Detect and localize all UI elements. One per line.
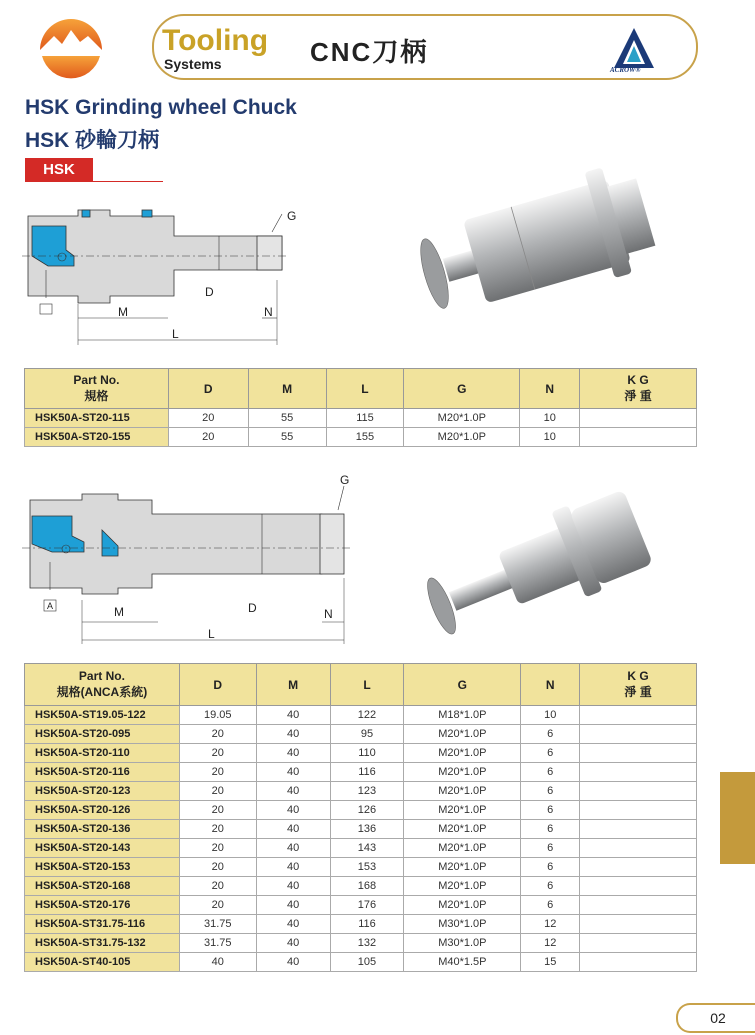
header-l: L (326, 369, 404, 409)
header-g: G (404, 369, 520, 409)
title-english: HSK Grinding wheel Chuck (25, 96, 297, 119)
cell-g: M30*1.0P (404, 915, 521, 934)
cell-d: 20 (179, 782, 256, 801)
brand-main: Tooling (162, 24, 269, 57)
cell-part: HSK50A-ST20-095 (25, 725, 180, 744)
header-part-no: Part No. 規格 (25, 369, 169, 409)
cell-g: M20*1.0P (404, 839, 521, 858)
cell-part: HSK50A-ST31.75-132 (25, 934, 180, 953)
cell-n: 6 (521, 896, 580, 915)
table-row (25, 409, 697, 428)
header-part-no-2: Part No. 規格(ANCA系統) (25, 664, 180, 706)
cell-l: 116 (330, 915, 404, 934)
cell-l: 116 (330, 763, 404, 782)
cell-part: HSK50A-ST40-105 (25, 953, 180, 972)
mountain-logo-icon (36, 12, 106, 82)
cell-n: 10 (520, 428, 580, 447)
cell-d: 19.05 (179, 706, 256, 725)
cell-n: 6 (521, 877, 580, 896)
label-d: D (205, 285, 214, 299)
cell-g: M20*1.0P (404, 428, 520, 447)
cell-l: 105 (330, 953, 404, 972)
cell-kg (580, 725, 697, 744)
table-row (25, 858, 697, 877)
header-g-2: G (404, 664, 521, 706)
cell-d: 20 (168, 428, 248, 447)
cell-l: 153 (330, 858, 404, 877)
cell-d: 20 (168, 409, 248, 428)
cell-l: 123 (330, 782, 404, 801)
cell-part: HSK50A-ST20-155 (25, 428, 169, 447)
cell-m: 40 (256, 877, 330, 896)
cell-kg (580, 896, 697, 915)
cell-part: HSK50A-ST20-176 (25, 896, 180, 915)
cell-part: HSK50A-ST20-143 (25, 839, 180, 858)
cell-n: 6 (521, 782, 580, 801)
cell-part: HSK50A-ST20-110 (25, 744, 180, 763)
cell-n: 6 (521, 725, 580, 744)
table-row (25, 428, 697, 447)
cell-g: M20*1.0P (404, 858, 521, 877)
brand-sub: Systems (164, 56, 222, 72)
label-g2: G (340, 473, 350, 487)
cell-d: 20 (179, 858, 256, 877)
label-a: A (47, 601, 54, 611)
label-l2: L (208, 627, 215, 641)
cell-kg (580, 706, 697, 725)
label-l: L (172, 327, 179, 341)
cell-m: 55 (248, 409, 326, 428)
product-photo-1 (400, 145, 675, 325)
cell-d: 20 (179, 877, 256, 896)
header-kg-2: K G 淨 重 (580, 664, 697, 706)
cell-l: 122 (330, 706, 404, 725)
cell-l: 126 (330, 801, 404, 820)
cell-n: 12 (521, 934, 580, 953)
cell-part: HSK50A-ST20-123 (25, 782, 180, 801)
header-d-2: D (179, 664, 256, 706)
table-row (25, 763, 697, 782)
table-row (25, 839, 697, 858)
cell-g: M20*1.0P (404, 409, 520, 428)
page-number: 02 (676, 1003, 755, 1033)
header-l-2: L (330, 664, 404, 706)
table-row (25, 896, 697, 915)
label-m: M (118, 305, 128, 319)
cell-l: 143 (330, 839, 404, 858)
table-row (25, 953, 697, 972)
cell-d: 20 (179, 725, 256, 744)
side-tab (720, 772, 755, 864)
hsk-badge: HSK (25, 158, 93, 182)
section-title: CNC刀柄 (310, 37, 429, 67)
table-row (25, 706, 697, 725)
cell-kg (580, 934, 697, 953)
table-row (25, 934, 697, 953)
cell-m: 40 (256, 820, 330, 839)
cell-kg (580, 953, 697, 972)
cell-m: 40 (256, 744, 330, 763)
header-d: D (168, 369, 248, 409)
cell-kg (580, 428, 697, 447)
acrow-logo-text: ACROW® (610, 66, 641, 74)
cell-d: 31.75 (179, 934, 256, 953)
label-n: N (264, 305, 273, 319)
cell-l: 95 (330, 725, 404, 744)
cell-l: 168 (330, 877, 404, 896)
cell-g: M30*1.0P (404, 934, 521, 953)
header-kg: K G 淨 重 (580, 369, 697, 409)
cell-d: 20 (179, 820, 256, 839)
product-photo-2 (405, 470, 665, 650)
technical-drawing-2 (22, 472, 362, 647)
cell-kg (580, 782, 697, 801)
cell-n: 6 (521, 801, 580, 820)
cell-d: 20 (179, 763, 256, 782)
spec-table-2 (24, 663, 697, 972)
cell-part: HSK50A-ST31.75-116 (25, 915, 180, 934)
header-n: N (520, 369, 580, 409)
cell-g: M20*1.0P (404, 782, 521, 801)
cell-n: 10 (520, 409, 580, 428)
cell-part: HSK50A-ST19.05-122 (25, 706, 180, 725)
cell-d: 20 (179, 839, 256, 858)
cell-l: 136 (330, 820, 404, 839)
cell-kg (580, 858, 697, 877)
cell-m: 40 (256, 782, 330, 801)
cell-kg (580, 763, 697, 782)
cell-m: 40 (256, 915, 330, 934)
label-m2: M (114, 605, 124, 619)
cell-part: HSK50A-ST20-168 (25, 877, 180, 896)
cell-part: HSK50A-ST20-136 (25, 820, 180, 839)
label-d2: D (248, 601, 257, 615)
cell-kg (580, 915, 697, 934)
cell-part: HSK50A-ST20-116 (25, 763, 180, 782)
cell-m: 40 (256, 953, 330, 972)
cell-d: 31.75 (179, 915, 256, 934)
cell-g: M20*1.0P (404, 801, 521, 820)
title-chinese: HSK 砂輪刀柄 (25, 129, 160, 152)
cell-g: M20*1.0P (404, 763, 521, 782)
cell-g: M20*1.0P (404, 744, 521, 763)
cell-d: 20 (179, 744, 256, 763)
cell-part: HSK50A-ST20-126 (25, 801, 180, 820)
cell-part: HSK50A-ST20-153 (25, 858, 180, 877)
cell-m: 40 (256, 801, 330, 820)
cell-m: 55 (248, 428, 326, 447)
cell-l: 132 (330, 934, 404, 953)
cell-n: 6 (521, 820, 580, 839)
cell-g: M20*1.0P (404, 896, 521, 915)
cell-l: 115 (326, 409, 404, 428)
cell-d: 20 (179, 801, 256, 820)
cell-n: 15 (521, 953, 580, 972)
cell-l: 176 (330, 896, 404, 915)
badge-underline (93, 181, 163, 182)
label-n2: N (324, 607, 333, 621)
header-m: M (248, 369, 326, 409)
table-row (25, 782, 697, 801)
cell-kg (580, 744, 697, 763)
cell-m: 40 (256, 706, 330, 725)
cell-g: M18*1.0P (404, 706, 521, 725)
cell-m: 40 (256, 896, 330, 915)
cell-n: 6 (521, 839, 580, 858)
cell-kg (580, 820, 697, 839)
table-row (25, 820, 697, 839)
table-row (25, 801, 697, 820)
cell-m: 40 (256, 839, 330, 858)
cell-m: 40 (256, 725, 330, 744)
cell-kg (580, 409, 697, 428)
table-row (25, 877, 697, 896)
cell-m: 40 (256, 763, 330, 782)
cell-kg (580, 839, 697, 858)
cell-n: 10 (521, 706, 580, 725)
cell-g: M20*1.0P (404, 725, 521, 744)
table-row (25, 915, 697, 934)
table-row (25, 744, 697, 763)
cell-g: M20*1.0P (404, 877, 521, 896)
header-n-2: N (521, 664, 580, 706)
cell-l: 110 (330, 744, 404, 763)
cell-kg (580, 801, 697, 820)
cell-l: 155 (326, 428, 404, 447)
cell-m: 40 (256, 858, 330, 877)
cell-n: 6 (521, 763, 580, 782)
cell-d: 20 (179, 896, 256, 915)
cell-m: 40 (256, 934, 330, 953)
header-m-2: M (256, 664, 330, 706)
cell-g: M20*1.0P (404, 820, 521, 839)
label-g: G (287, 209, 297, 223)
cell-n: 12 (521, 915, 580, 934)
technical-drawing-1 (22, 200, 312, 355)
cell-g: M40*1.5P (404, 953, 521, 972)
cell-d: 40 (179, 953, 256, 972)
cell-n: 6 (521, 744, 580, 763)
cell-n: 6 (521, 858, 580, 877)
cell-kg (580, 877, 697, 896)
cell-part: HSK50A-ST20-115 (25, 409, 169, 428)
table-row (25, 725, 697, 744)
spec-table-1 (24, 368, 697, 447)
